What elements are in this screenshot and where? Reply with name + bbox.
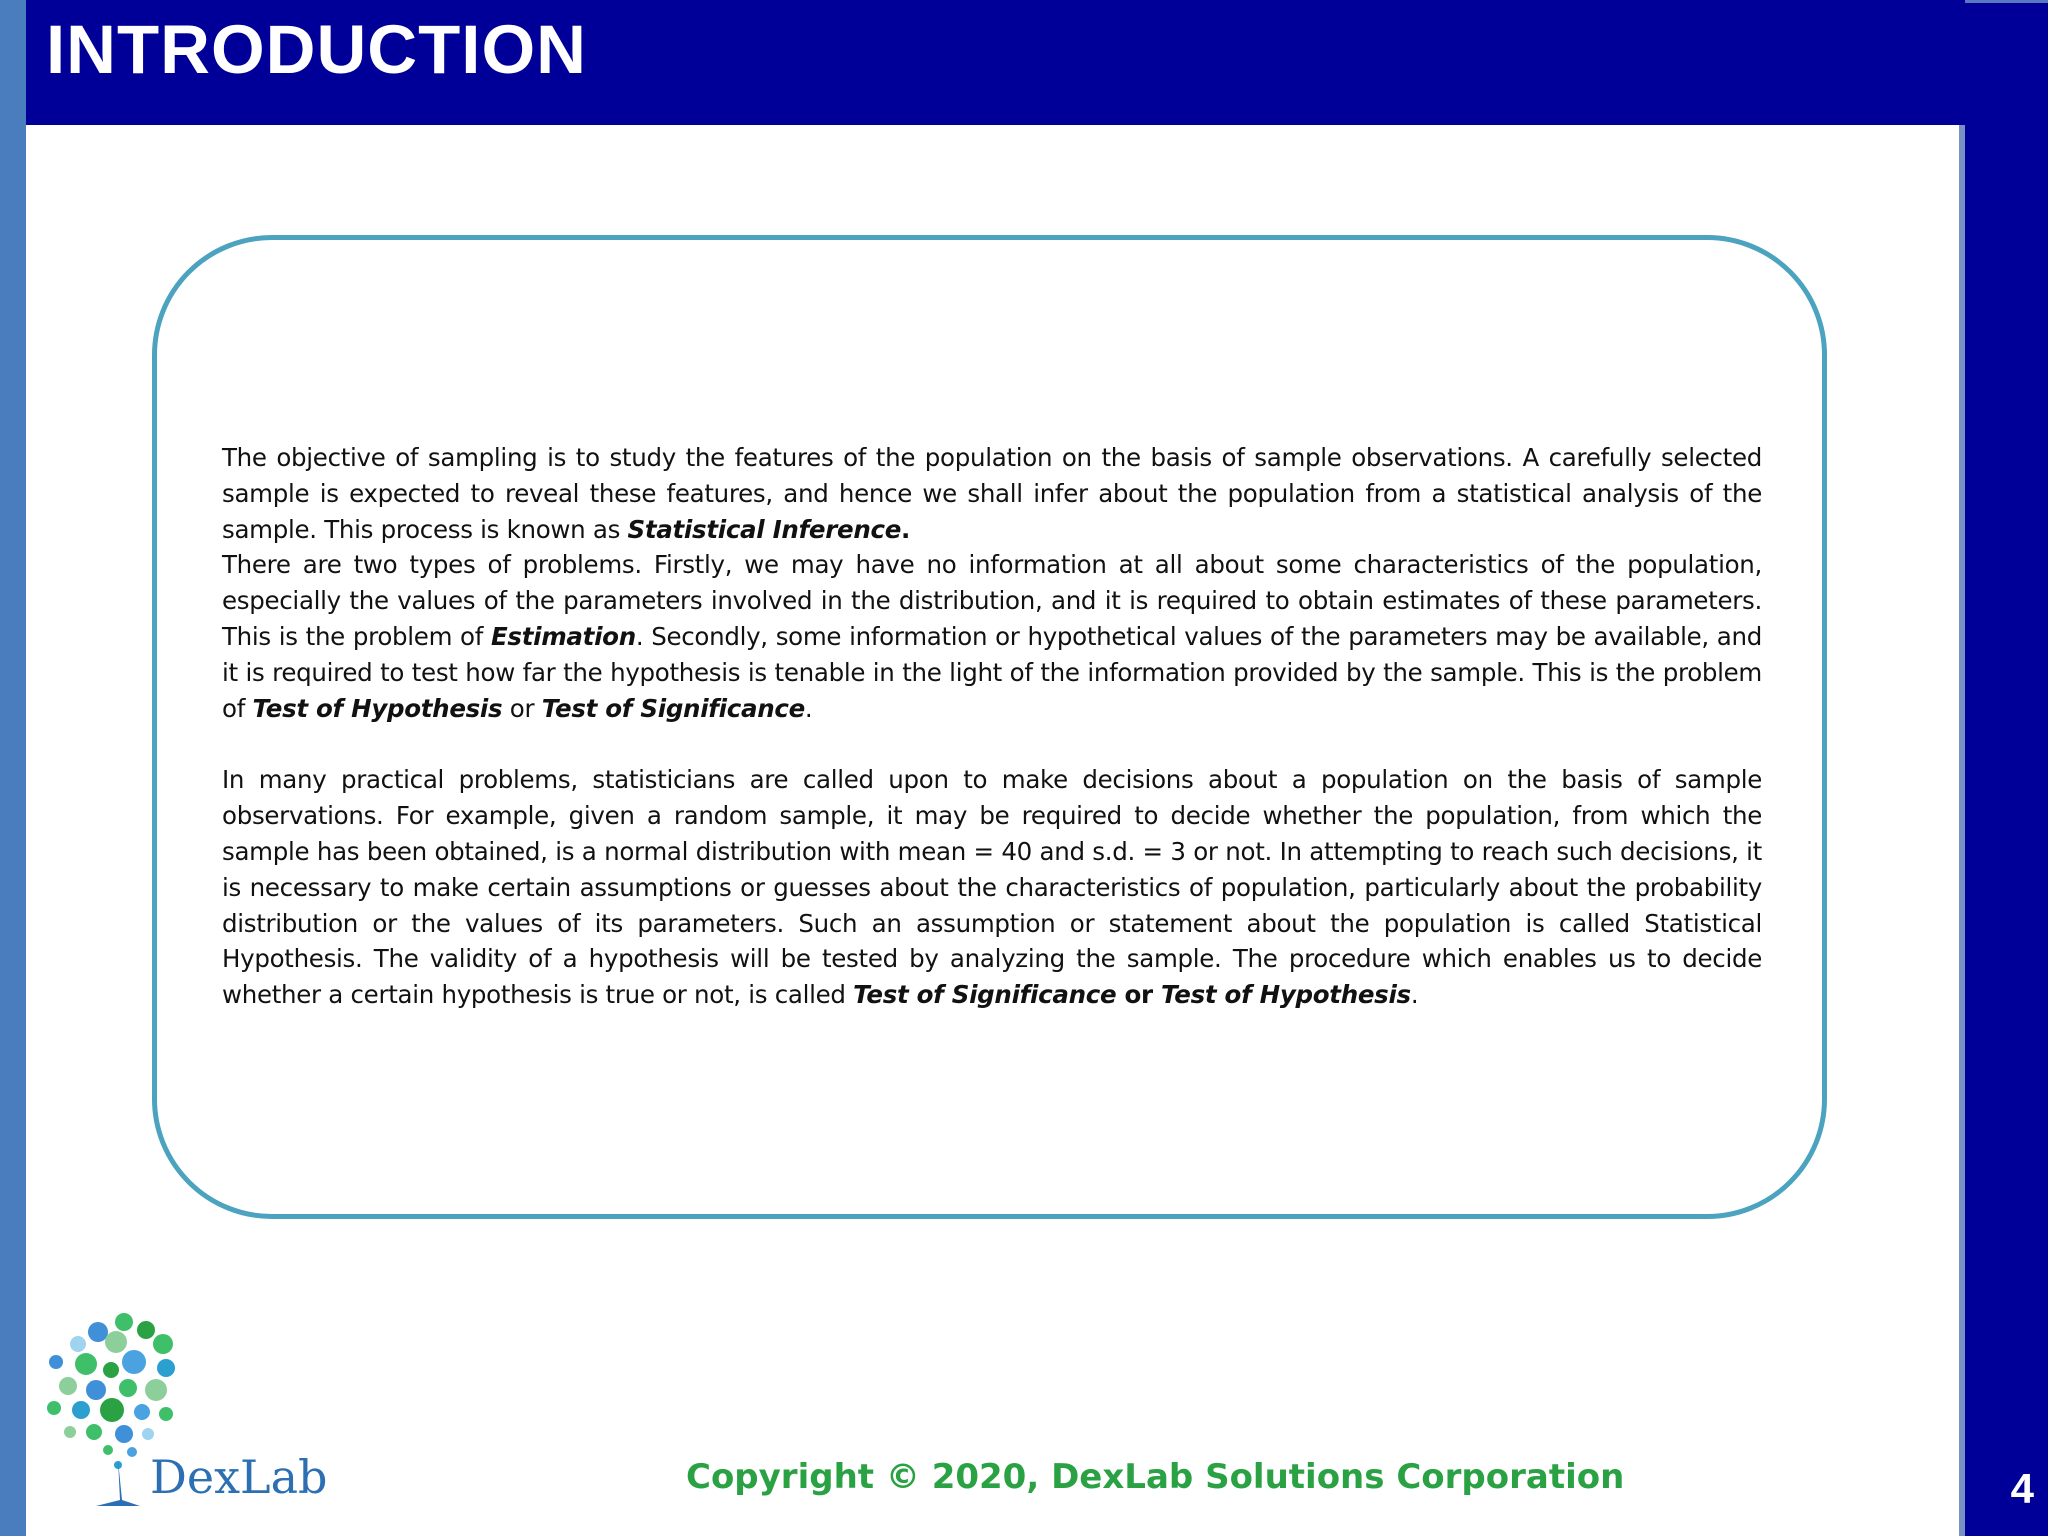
- paragraph-text: There are two types of problems. Firstly, we may have no information at all about some characteristics of the population, especially the values of the parameters involved in the distribution, and it is required to obtain estimates of these parameters. This is the problem of: [222, 550, 1762, 651]
- right-bar-shadow: [1959, 125, 1965, 1536]
- paragraph-statistical-hypothesis: [222, 762, 1762, 1013]
- connector-text: or: [1116, 980, 1162, 1010]
- page-number: 4: [2010, 1465, 2034, 1512]
- paragraph-text: In many practical problems, statisticians are called upon to make decisions about a population on the basis of sample observations. For example, given a random sample, it may be required to decide whether the population, from which the sample has been obtained, is a normal distribution with mean = 40 and s.d. = 3 or not. In attempting to reach such decisions, it is necessary to make certain assumptions or guesses about the characteristics of population, particularly about the probability distribution or the values of its parameters. Such an assumption or statement about the population is called Statistical Hypothesis. The validity of a hypothesis will be tested by analyzing the sample. The procedure which enables us to decide whether a certain hypothesis is true or not, is called: [222, 765, 1762, 1010]
- term-test-of-hypothesis: Test of Hypothesis: [1161, 980, 1411, 1010]
- term-estimation: Estimation: [490, 621, 636, 651]
- copyright-notice: Copyright © 2020, DexLab Solutions Corporation: [686, 1457, 1625, 1497]
- paragraph-types-of-problems: [222, 547, 1762, 726]
- paragraph-text: The objective of sampling is to study the features of the population on the basis of sample observations. A carefully selected sample is expected to reveal these features, and hence we shall infer about the population from a statistical analysis of the sample. This process is known as: [222, 443, 1762, 544]
- slide-title: INTRODUCTION: [46, 11, 587, 88]
- punctuation: .: [1410, 980, 1419, 1010]
- punctuation: .: [901, 514, 911, 544]
- paragraph-statistical-inference: [222, 440, 1762, 547]
- connector-text: or: [502, 693, 542, 723]
- dexlab-logo-text: DexLab: [150, 1450, 328, 1504]
- left-accent-bar: [0, 0, 26, 1536]
- right-accent-bar: [1965, 0, 2048, 1536]
- right-bar-top-edge: [1965, 0, 2048, 3]
- term-statistical-inference: Statistical Inference: [627, 514, 902, 544]
- paragraph-gap: [222, 726, 1762, 762]
- term-test-of-hypothesis: Test of Hypothesis: [252, 693, 503, 723]
- slide-header: [26, 0, 1965, 125]
- content-body: [222, 440, 1762, 1013]
- term-test-of-significance: Test of Significance: [541, 693, 805, 723]
- punctuation: .: [804, 693, 813, 723]
- term-test-of-significance: Test of Significance: [853, 980, 1117, 1010]
- paragraph-text: . Secondly, some information or hypothetical values of the parameters may be available, and it is required to test how far the hypothesis is tenable in the light of the information provided by the sample. This is the problem of: [222, 621, 1762, 723]
